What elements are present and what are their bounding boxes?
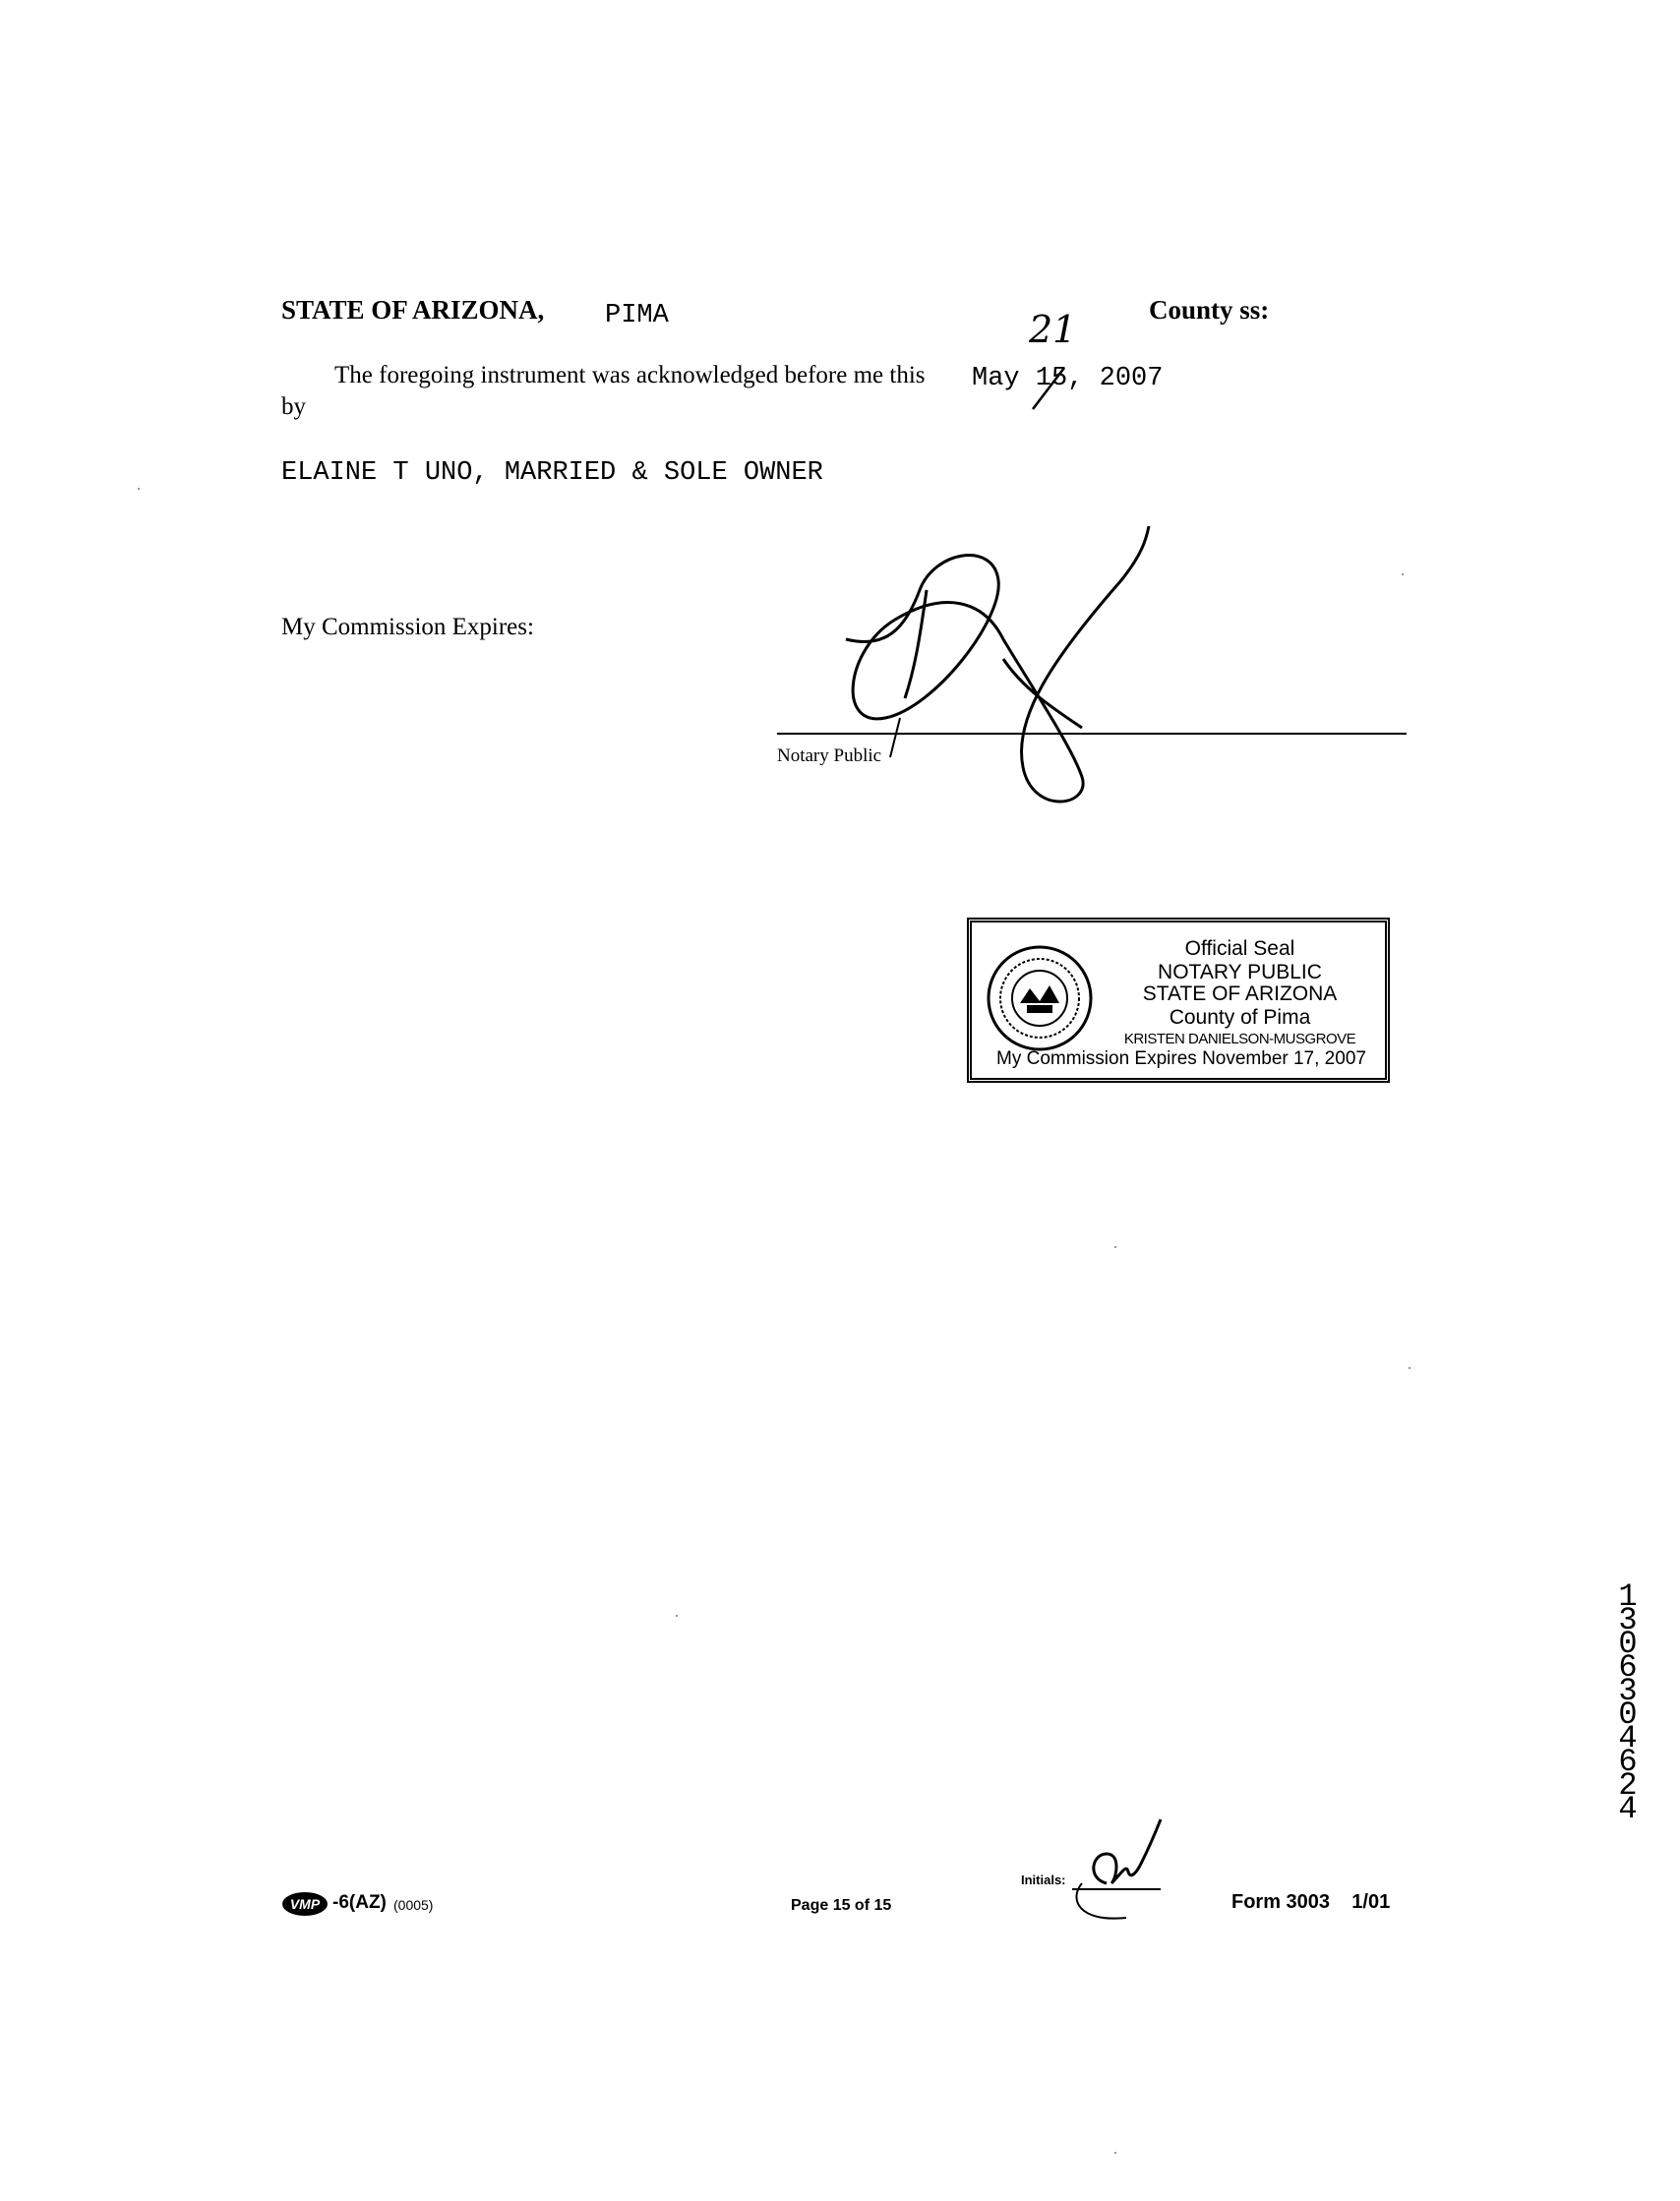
acknowledger-name: ELAINE T UNO, MARRIED & SOLE OWNER [281,458,823,488]
vmp-logo-icon [281,1891,332,1917]
strikethrough-mark [1029,366,1068,411]
handwritten-date-correction: 21 [1029,308,1077,351]
scan-speck [138,488,140,490]
vmp-logo-text: VMP [289,1896,321,1912]
commission-expires-label: My Commission Expires: [281,614,534,640]
form-revision: (0005) [393,1897,434,1913]
county-name: PIMA [605,301,669,330]
county-ss-label: County ss: [1149,295,1270,325]
notary-signature-line [777,733,1407,735]
initials-label: Initials: [1021,1873,1066,1887]
arizona-seal-icon [986,944,1094,1052]
page-number: Page 15 of 15 [791,1897,892,1914]
state-label: STATE OF ARIZONA, [281,295,545,325]
seal-line-notary-name: KRISTEN DANIELSON-MUSGROVE [1123,1031,1356,1047]
acknowledgment-date: May 15, 2007 [972,364,1164,393]
notary-public-label: Notary Public [777,745,882,766]
by-label: by [281,393,306,420]
acknowledgment-text: The foregoing instrument was acknowledged before me this [334,362,926,388]
seal-line-official: Official Seal [1184,937,1295,960]
seal-line-state: STATE OF ARIZONA [1142,982,1338,1005]
form-code: -6(AZ) [332,1892,387,1913]
scan-speck [1409,1367,1410,1369]
scan-speck [1114,2152,1116,2154]
recording-number: 13063 04624 [1618,1578,1638,1827]
seal-line-notary: NOTARY PUBLIC [1158,961,1322,983]
seal-line-county: County of Pima [1169,1006,1311,1029]
seal-line-commission: My Commission Expires November 17, 2007 [996,1048,1366,1069]
scan-speck [676,1615,678,1617]
form-number: Form 3003 1/01 [1231,1891,1391,1913]
scan-speck [1114,1246,1116,1248]
notary-seal [967,918,1390,1083]
initials-signature [1067,1814,1175,1928]
scan-speck [1402,573,1404,575]
